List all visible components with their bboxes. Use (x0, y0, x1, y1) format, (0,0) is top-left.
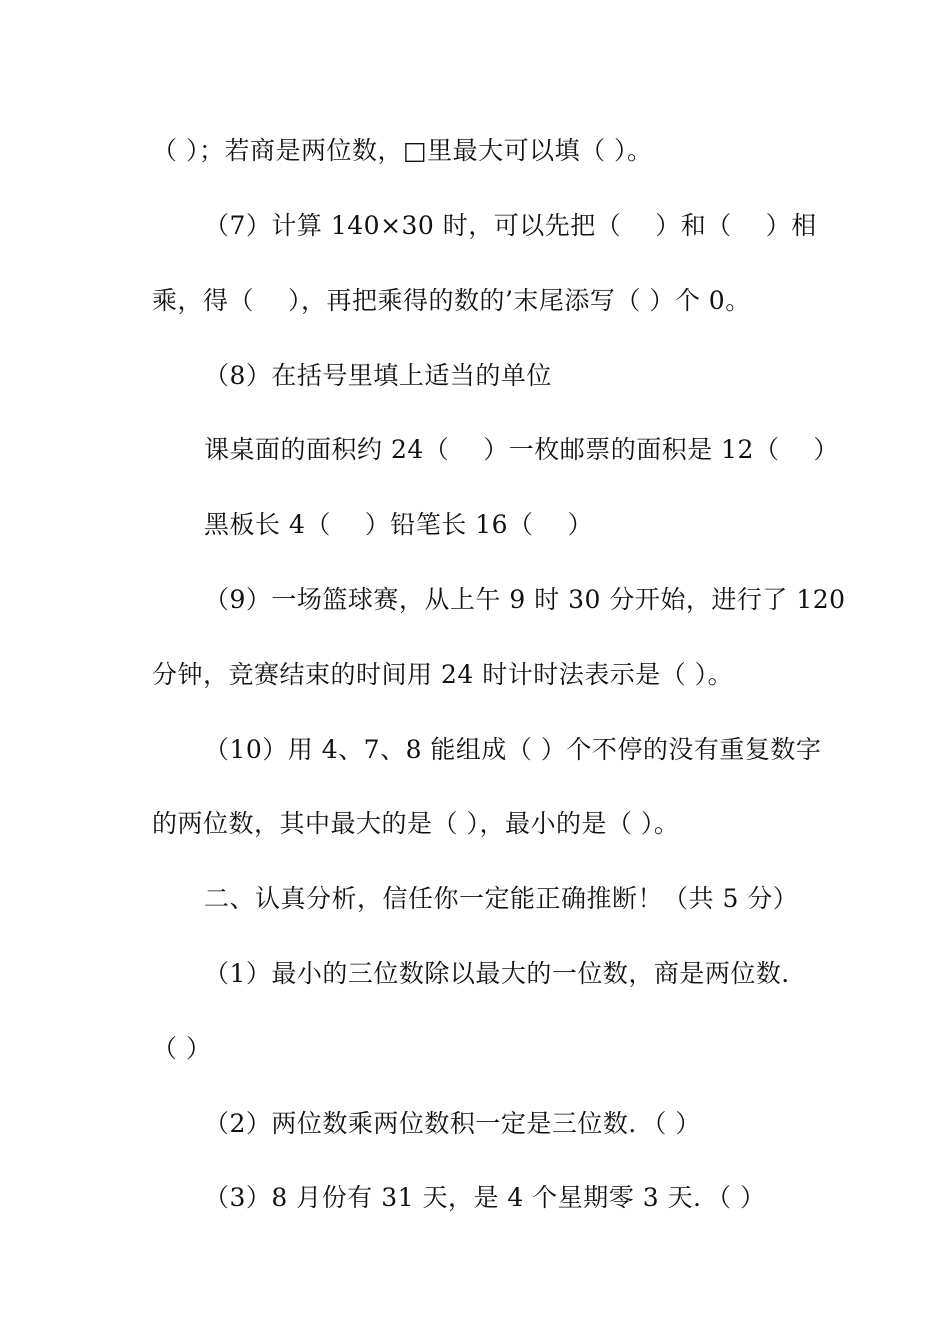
question-8-line-1: 课桌面的面积约 24（ ）一枚邮票的面积是 12（ ） (204, 435, 839, 464)
question-7-line-2: 乘，得（ ），再把乘得的数的’末尾添写（ ）个 0。 (152, 286, 751, 315)
question-8-line-2: 黑板长 4（ ）铅笔长 16（ ） (204, 510, 594, 539)
judgment-1-line-2: （ ） (152, 1034, 212, 1063)
section-2-heading: 二、认真分析，信任你一定能正确推断！（共 5 分） (204, 884, 799, 913)
question-9-line-1: （9）一场篮球赛，从上午 9 时 30 分开始，进行了 120 (204, 585, 846, 614)
question-7-line-1: （7）计算 140×30 时，可以先把（ ）和（ ）相 (204, 211, 817, 240)
question-8-heading: （8）在括号里填上适当的单位 (204, 361, 552, 390)
question-10-line-2: 的两位数，其中最大的是（ ），最小的是（ ）。 (152, 809, 680, 838)
judgment-3: （3）8 月份有 31 天，是 4 个星期零 3 天．（ ） (204, 1183, 766, 1212)
judgment-2: （2）两位数乘两位数积一定是三位数．（ ） (204, 1109, 701, 1138)
question-9-line-2: 分钟，竞赛结束的时间用 24 时计时法表示是（ ）。 (152, 660, 734, 689)
question-10-line-1: （10）用 4、7、8 能组成（ ）个不停的没有重复数字 (204, 735, 822, 764)
judgment-1-line-1: （1）最小的三位数除以最大的一位数，商是两位数． (204, 959, 807, 988)
text-line: （ ）；若商是两位数，□里最大可以填（ ）。 (152, 136, 653, 165)
